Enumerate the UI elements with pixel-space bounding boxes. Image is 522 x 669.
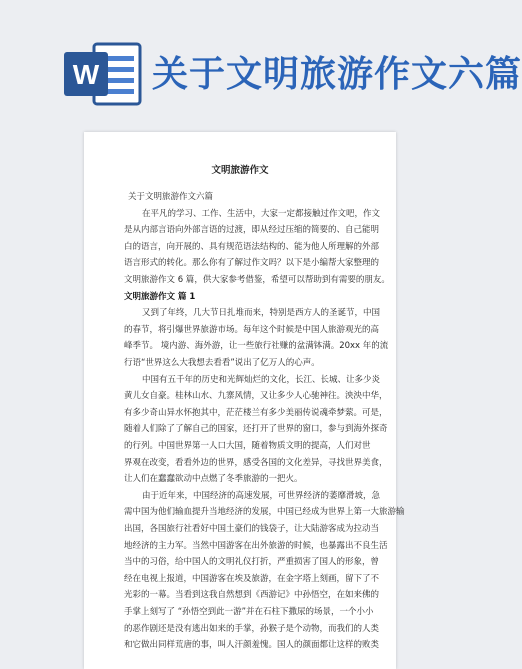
document-page: [84, 132, 405, 669]
text-line: 黄儿女自豪。桂林山水、九寨风情，又让多少人心驰神往。泱泱中华，: [124, 391, 388, 402]
text-line: 光彩的一幕。当看到这我自然想到《西游记》中孙悟空，在如来佛的: [124, 590, 380, 601]
text-line: 又到了年终，几大节日扎堆而来，特别是西方人的圣诞节，中国: [142, 308, 381, 319]
text-line: 由于近年来，中国经济的高速发展，可世界经济的萎靡滑坡，急: [142, 490, 381, 501]
text-line: 白的语言，向开展的、具有规范语法结构的、能为他人所理解的外部: [124, 241, 380, 252]
page-title: 关于文明旅游作文六篇: [152, 54, 522, 95]
word-logo-letter: W: [72, 59, 100, 90]
text-line: 的春节，将引爆世界旅游市场。每年这个时候是中国人旅游观光的高: [124, 324, 380, 335]
text-line: 关于文明旅游作文六篇: [128, 192, 214, 202]
header-banner: [0, 0, 522, 118]
text-line: 文明旅游作文 6 篇，供大家参考借鉴，希望可以帮助到有需要的朋友。: [124, 275, 390, 285]
text-line: 的恶作剧还是没有逃出如来的手掌，孙猴子是个动物，而我们的人类: [124, 623, 380, 634]
text-line: 手掌上刻写了 “孙悟空到此一游”并在石柱下撒尿的场景，一个小小: [124, 607, 374, 617]
text-line: 的行列。中国世界第一人口大国，随着物质文明的提高，人们对世: [124, 441, 371, 451]
text-line: 有多少奇山异水怀抱其中，茫茫楼兰有多少美丽传说魂牵梦萦。可是，: [124, 407, 388, 418]
text-line: 行语“世界这么大我想去看看”说出了亿万人的心声。: [124, 358, 320, 368]
text-line: 让人们在蠢蠢欲动中点燃了冬季旅游的一把火。: [124, 474, 303, 485]
text-line: 随着人们除了了解自己的国家，还打开了世界的窗口，参与到海外探奇: [124, 424, 388, 435]
text-line: 在平凡的学习、工作、生活中，大家一定都接触过作文吧，作文: [142, 208, 381, 219]
text-line: 当中的习俗，给中国人的文明礼仪打折，严重损害了国人的形象，曾: [124, 557, 380, 568]
text-line: 峰季节。 境内游、海外游，让一些旅行社赚的盆满钵满。20xx 年的流: [124, 341, 389, 352]
text-line: 经在电视上报道，中国游客在埃及旅游，在金字塔上刻画，留下了不: [124, 573, 380, 584]
text-line: 界观在改变，看看外边的世界，感受各国的文化差异，寻找世界美食，: [124, 457, 388, 468]
text-line: 需中国为他们输血提升当地经济的发展，中国已经成为世界上第一大旅游输: [124, 507, 405, 518]
text-line: 和它做出同样荒唐的事，叫人汗颜羞愧。国人的颜面都让这样的败类: [124, 640, 380, 651]
section-heading: 文明旅游作文 篇 1: [124, 291, 196, 302]
document-title: 文明旅游作文: [211, 165, 269, 176]
text-line: 出国，各国旅行社看好中国土豪们的钱袋子，让大陆游客成为拉动当: [124, 524, 380, 534]
word-logo-icon: [60, 38, 144, 110]
text-line: 语言形式的转化。那么你有了解过作文吗？以下是小编帮大家整理的: [124, 258, 380, 269]
text-line: 中国有五千年的历史和光辉灿烂的文化，长江、长城、让多少炎: [142, 374, 381, 385]
text-line: 地经济的主力军。当然中国游客在出外旅游的时候，也暴露出不良生活: [124, 540, 388, 551]
text-line: 是从内部言语向外部言语的过渡，即从经过压缩的简要的、自己能明: [124, 225, 380, 236]
